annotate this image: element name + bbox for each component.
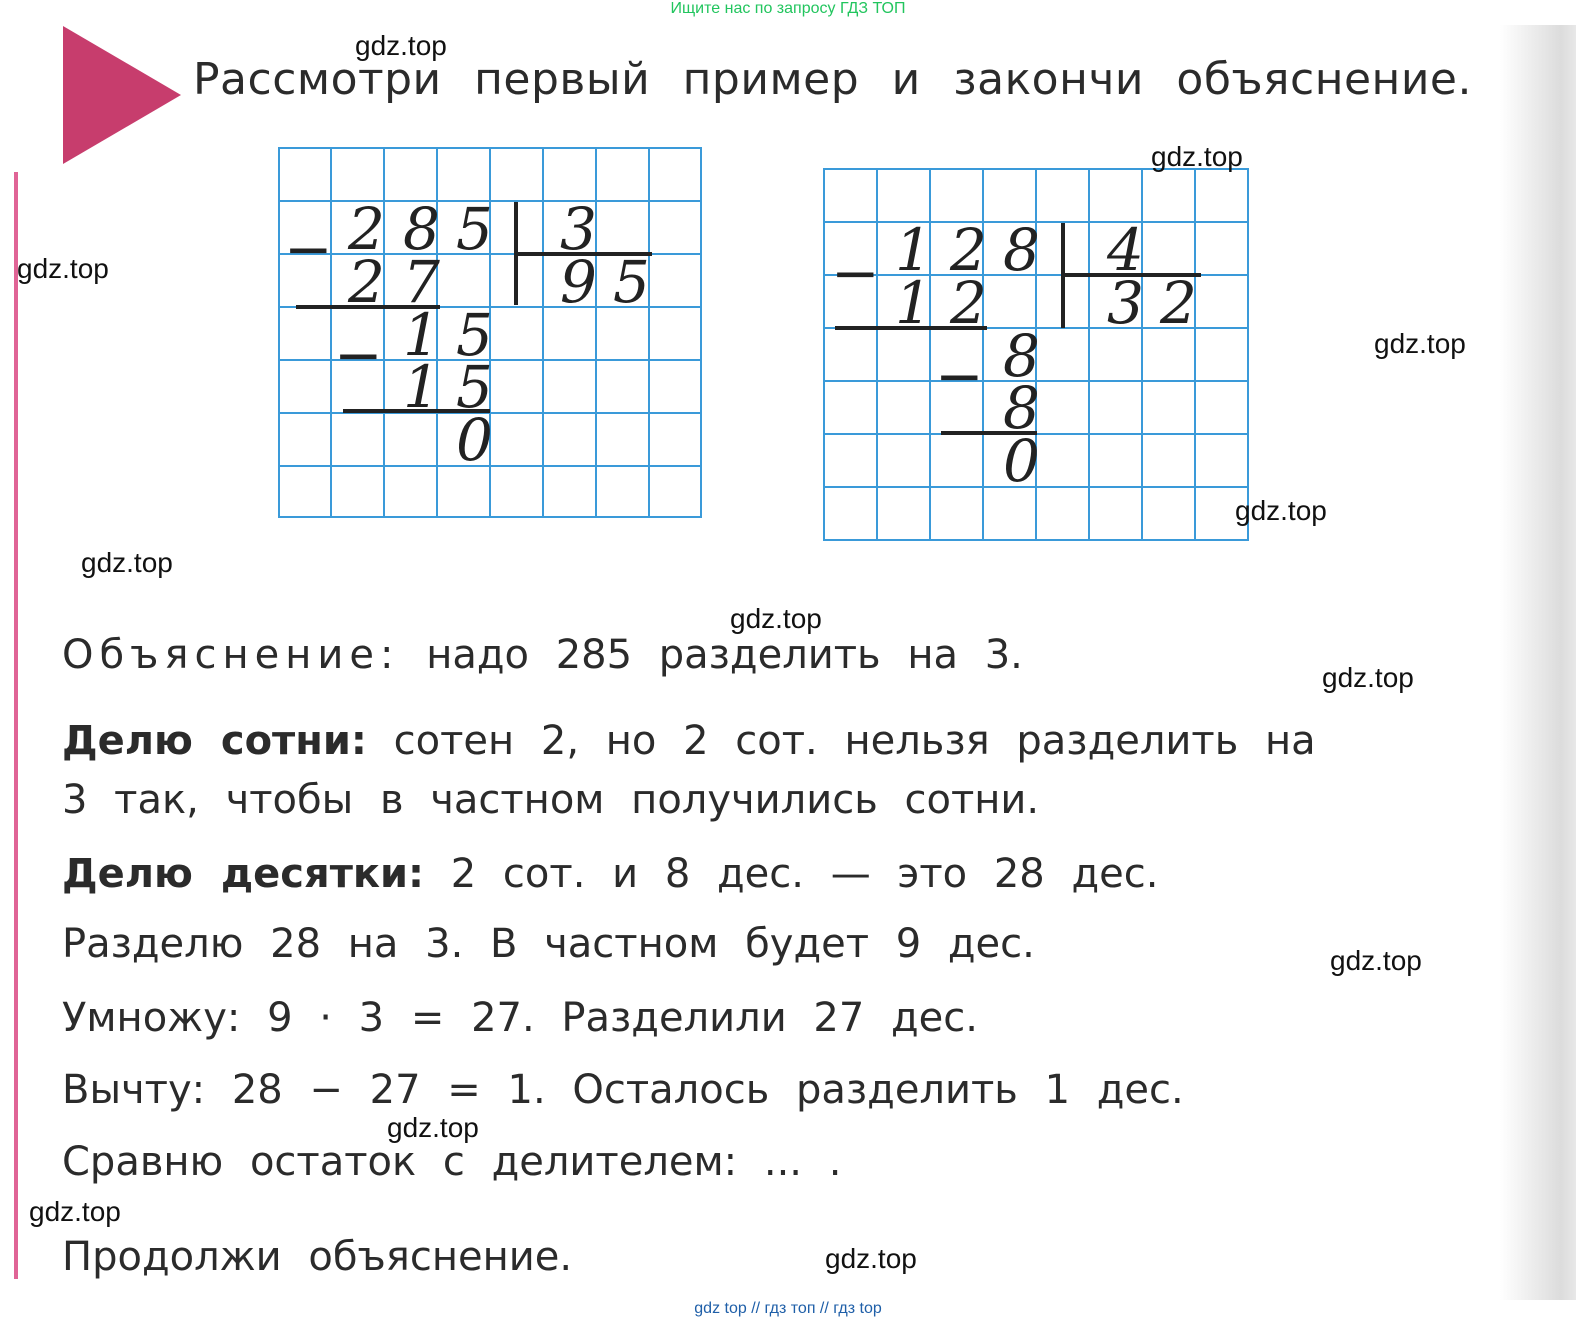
minus-sign: −: [284, 215, 333, 283]
dividend-digit: 5: [456, 195, 493, 263]
watermark: gdz.top: [1322, 662, 1414, 693]
dividend-digit: 1: [895, 216, 932, 284]
explanation-line-5: Разделю 28 на 3. В частном будет 9 дес.: [62, 921, 1035, 967]
explanation-line-2: Делю сотни: сотен 2, но 2 сот. нельзя разделить на: [62, 718, 1316, 764]
division-example-2: [823, 168, 1249, 541]
subtrahend-digit: 5: [456, 353, 493, 421]
subtrahend-digit: 7: [403, 248, 440, 316]
dividend-digit: 8: [1003, 216, 1040, 284]
dividend-digit: 8: [403, 195, 440, 263]
explanation-label: Объяснение:: [62, 632, 400, 678]
divisor-digit: 4: [1107, 216, 1144, 284]
watermark: gdz.top: [81, 547, 173, 578]
top-banner[interactable]: Ищите нас по запросу ГДЗ ТОП: [670, 0, 906, 17]
explanation-line-8: Сравню остаток с делителем: ... .: [62, 1139, 842, 1185]
division-example-1: [278, 147, 702, 518]
watermark: gdz.top: [1235, 495, 1327, 526]
watermark: gdz.top: [730, 603, 822, 634]
watermark: gdz.top: [29, 1196, 121, 1227]
subtrahend-digit: 8: [1003, 374, 1040, 442]
watermark: gdz.top: [355, 30, 447, 61]
watermark: gdz.top: [1330, 945, 1422, 976]
subtrahend-digit: 1: [403, 353, 440, 421]
triangle-marker-icon: [63, 26, 181, 164]
explanation-line-3: 3 так, чтобы в частном получились сотни.: [62, 777, 1040, 823]
watermark: gdz.top: [387, 1112, 479, 1143]
margin-line: [14, 172, 18, 1279]
subtrahend-digit: 2: [950, 269, 987, 337]
watermark: gdz.top: [17, 253, 109, 284]
step-label-tens: Делю десятки:: [62, 851, 425, 897]
minus-sign: −: [935, 342, 984, 410]
partial-remainder-digit: 8: [1003, 322, 1040, 390]
remainder-digit: 0: [1003, 427, 1040, 495]
step-label-hundreds: Делю сотни:: [62, 718, 367, 764]
explanation-line-7: Вычту: 28 − 27 = 1. Осталось разделить 1 дес.: [62, 1067, 1184, 1113]
quotient-digit: 9: [560, 248, 597, 316]
explanation-line-9: Продолжи объяснение.: [62, 1234, 573, 1280]
minus-sign: −: [334, 321, 383, 389]
subtrahend-digit: 1: [895, 269, 932, 337]
dividend-digit: 2: [348, 195, 385, 263]
quotient-digit: 3: [1107, 269, 1144, 337]
explanation-line-4: Делю десятки: 2 сот. и 8 дес. — это 28 дес.: [62, 851, 1159, 897]
divisor-digit: 3: [560, 195, 597, 263]
explanation-line-6: Умножу: 9 · 3 = 27. Разделили 27 дес.: [62, 995, 978, 1041]
explanation-line-1: Объяснение: надо 285 разделить на 3.: [62, 632, 1023, 678]
partial-remainder-digit: 1: [403, 301, 440, 369]
watermark: gdz.top: [1151, 141, 1243, 172]
quotient-digit: 5: [613, 248, 650, 316]
minus-sign: −: [831, 239, 880, 307]
dividend-digit: 2: [950, 216, 987, 284]
page-edge-shadow: [1500, 25, 1576, 1300]
partial-remainder-digit: 5: [456, 301, 493, 369]
subtrahend-digit: 2: [348, 248, 385, 316]
remainder-digit: 0: [456, 406, 493, 474]
quotient-digit: 2: [1160, 269, 1197, 337]
bottom-banner[interactable]: gdz top // гдз топ // гдз top: [694, 1300, 882, 1317]
watermark: gdz.top: [825, 1243, 917, 1274]
task-heading: Рассмотри первый пример и закончи объяснение.: [193, 54, 1472, 105]
watermark: gdz.top: [1374, 328, 1466, 359]
